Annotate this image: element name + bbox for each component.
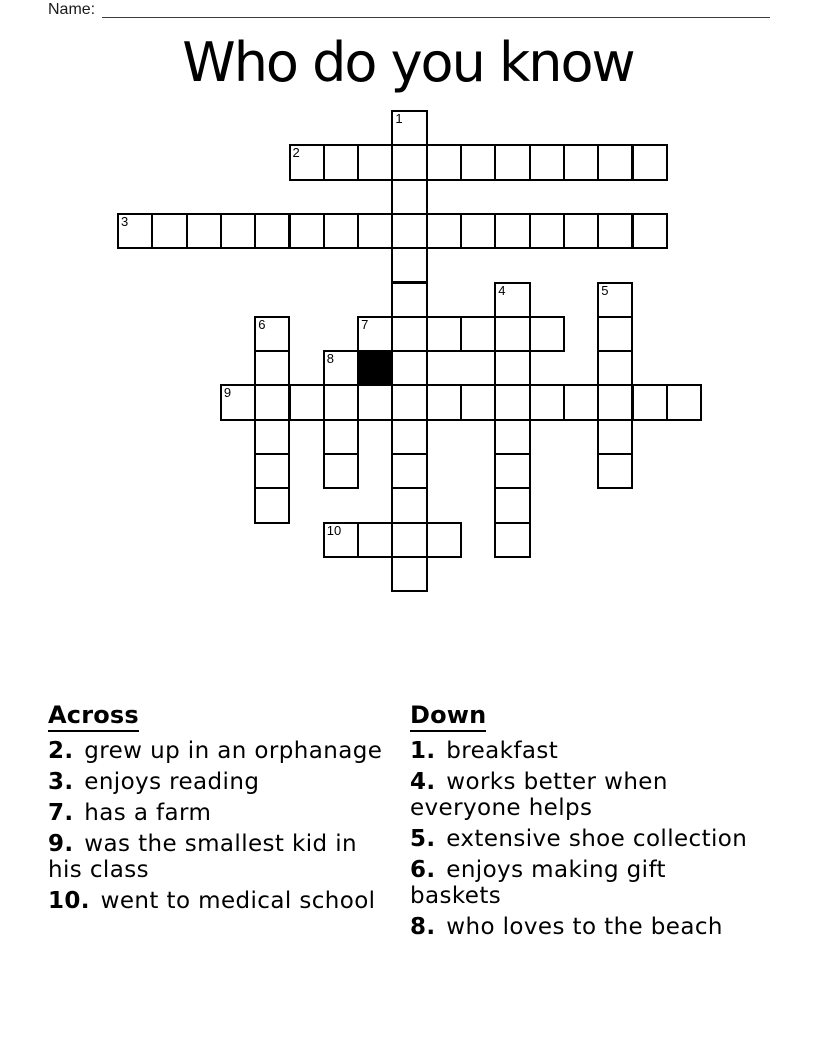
grid-cell (494, 316, 530, 352)
grid-cell (391, 350, 427, 386)
grid-cell (563, 213, 599, 249)
across-clue-7 (48, 800, 385, 826)
cell-number: 2 (292, 145, 300, 161)
grid-cell (391, 282, 427, 318)
grid-cell (220, 213, 256, 249)
clue-text: enjoys making gift baskets (410, 857, 666, 909)
grid-cell (597, 453, 633, 489)
grid-cell (529, 316, 565, 352)
across-clues-section (48, 701, 385, 919)
page-title: Who do you know (182, 31, 634, 94)
grid-cell (391, 316, 427, 352)
grid-cell (391, 179, 427, 215)
clue-number: 2. (48, 738, 74, 764)
clue-text: went to medical school (100, 888, 376, 914)
down-heading-row (410, 701, 748, 732)
grid-cell (494, 419, 530, 455)
grid-cell (597, 144, 633, 180)
clue-text: who loves to the beach (446, 914, 723, 940)
cell-number: 9 (223, 385, 232, 401)
grid-cell (460, 384, 496, 420)
clue-text: breakfast (446, 738, 559, 764)
grid-cell (632, 384, 668, 420)
cell-number: 1 (395, 111, 403, 126)
cell-number: 5 (601, 282, 609, 298)
grid-cell (254, 316, 290, 352)
grid-cell (391, 247, 427, 283)
grid-cell (597, 282, 633, 318)
clue-text: was the smallest kid in his class (48, 831, 358, 883)
clue-number: 4. (410, 769, 436, 795)
grid-cell (254, 419, 290, 455)
down-clue-5 (410, 826, 748, 852)
grid-cell (529, 384, 565, 420)
down-clue-6 (410, 857, 748, 909)
down-clue-8 (410, 914, 748, 940)
across-heading: Across (48, 701, 139, 732)
clue-number: 3. (48, 769, 74, 795)
grid-cell (289, 213, 325, 249)
down-clue-list (410, 738, 748, 940)
grid-cell (529, 144, 565, 180)
down-clues-section (410, 701, 748, 945)
grid-cell (357, 144, 393, 180)
grid-cell (391, 522, 427, 558)
across-clue-3 (48, 769, 385, 795)
grid-cell (494, 350, 530, 386)
grid-cell (323, 419, 359, 455)
name-label: Name: (48, 1, 96, 18)
grid-cell (391, 213, 427, 249)
grid-cell (597, 350, 633, 386)
grid-cell (494, 522, 530, 558)
grid-cell (460, 213, 496, 249)
grid-cell (357, 384, 393, 420)
grid-cell (597, 419, 633, 455)
grid-cell (563, 144, 599, 180)
grid-cell (391, 556, 427, 592)
clue-number: 1. (410, 738, 436, 764)
grid-cell (323, 453, 359, 489)
clue-number: 8. (410, 914, 436, 940)
grid-cell (391, 419, 427, 455)
grid-cell (632, 213, 668, 249)
grid-cell-black (357, 350, 393, 386)
grid-cell (323, 144, 359, 180)
grid-cell (323, 384, 359, 420)
grid-cell (289, 384, 325, 420)
grid-cell (426, 316, 462, 352)
grid-cell (254, 453, 290, 489)
grid-cell (494, 384, 530, 420)
grid-cell (254, 350, 290, 386)
grid-cell (597, 384, 633, 420)
grid-cell (494, 213, 530, 249)
down-clue-4 (410, 769, 748, 821)
grid-cell (494, 453, 530, 489)
grid-cell (426, 522, 462, 558)
clue-number: 6. (410, 857, 436, 883)
cell-number: 3 (121, 213, 129, 229)
across-clue-9 (48, 831, 385, 883)
grid-cell (323, 213, 359, 249)
grid-cell (323, 522, 359, 558)
grid-cell (494, 487, 530, 523)
clue-text: works better when everyone helps (410, 769, 668, 821)
grid-cell (391, 384, 427, 420)
down-clue-1 (410, 738, 748, 764)
name-underline[interactable] (102, 1, 770, 18)
clue-number: 10. (48, 888, 90, 914)
clue-number: 5. (410, 826, 436, 852)
clue-text: extensive shoe collection (446, 826, 748, 852)
cell-number: 4 (498, 282, 506, 298)
grid-cell (186, 213, 222, 249)
clue-text: has a farm (84, 800, 212, 826)
grid-cell (151, 213, 187, 249)
grid-cell (666, 384, 702, 420)
cell-number: 7 (361, 316, 369, 332)
grid-cell (529, 213, 565, 249)
grid-cell (289, 144, 325, 180)
across-clue-2 (48, 738, 385, 764)
cell-number: 6 (258, 316, 266, 332)
across-clue-list (48, 738, 385, 914)
grid-cell (357, 522, 393, 558)
grid-cell (254, 213, 290, 249)
grid-cell (357, 316, 393, 352)
name-row (48, 1, 770, 18)
down-heading: Down (410, 701, 486, 732)
grid-cell (426, 144, 462, 180)
clue-text: grew up in an orphanage (84, 738, 383, 764)
grid-cell (426, 384, 462, 420)
grid-cell (632, 144, 668, 180)
grid-cell (391, 487, 427, 523)
cell-number: 8 (326, 351, 335, 367)
grid-cell (494, 282, 530, 318)
across-heading-row (48, 701, 385, 732)
cell-number: 10 (326, 522, 342, 538)
grid-cell (323, 350, 359, 386)
grid-cell (460, 316, 496, 352)
grid-cell (597, 316, 633, 352)
across-clue-10 (48, 888, 385, 914)
grid-cell (494, 144, 530, 180)
grid-cell (357, 213, 393, 249)
grid-cell (391, 453, 427, 489)
grid-cell (391, 110, 427, 146)
grid-cell (220, 384, 256, 420)
grid-cell (460, 144, 496, 180)
grid-cell (426, 213, 462, 249)
grid-cell (254, 487, 290, 523)
grid-cell (563, 384, 599, 420)
grid-cell (117, 213, 153, 249)
grid-cell (254, 384, 290, 420)
grid-cell (597, 213, 633, 249)
grid-cell (391, 144, 427, 180)
clue-number: 7. (48, 800, 74, 826)
clue-text: enjoys reading (84, 769, 260, 795)
clue-number: 9. (48, 831, 74, 857)
